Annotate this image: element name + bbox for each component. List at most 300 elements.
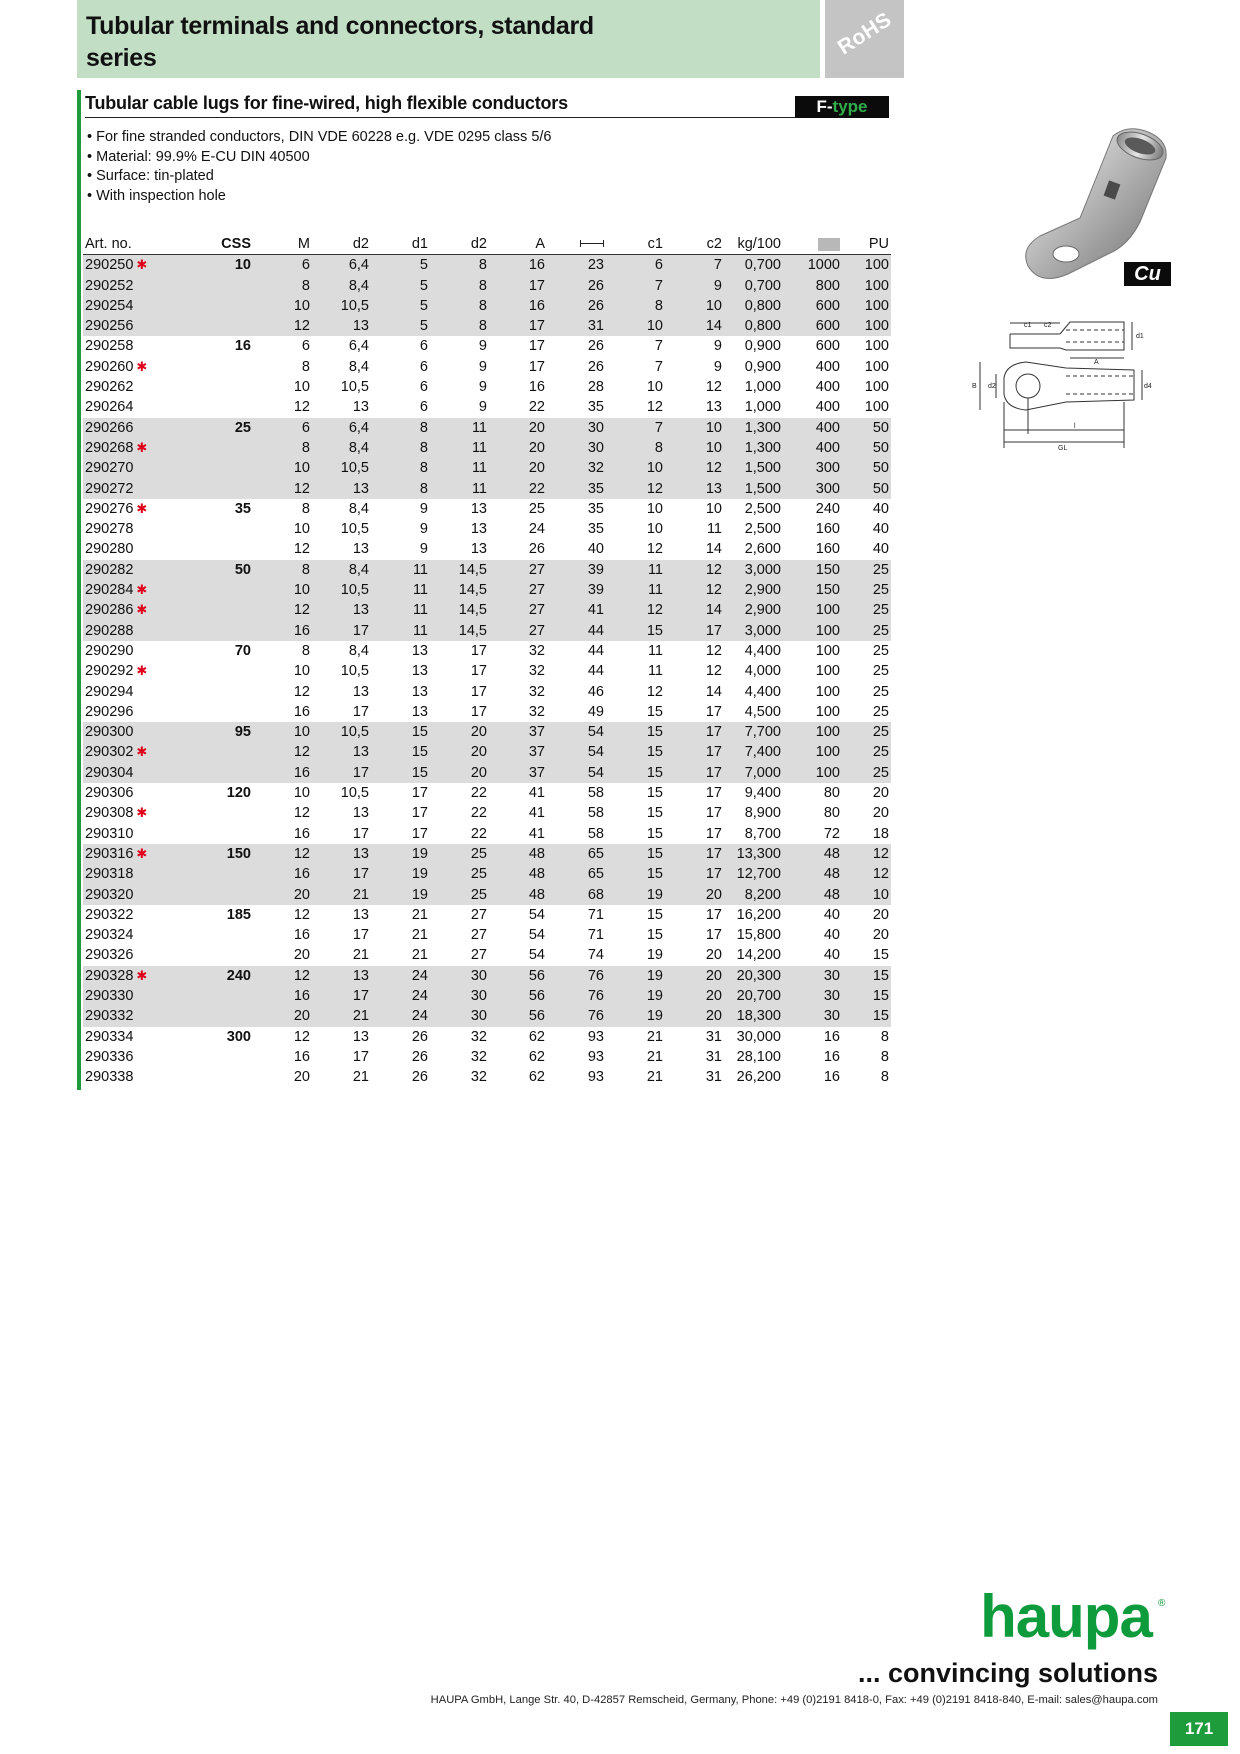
cell-d2-hole: 6,4 (348, 338, 369, 355)
red-star-icon: ✱ (136, 439, 148, 455)
cell-pu: 12 (842, 844, 891, 864)
cell-weight: 2,900 (724, 580, 783, 600)
cell-a: 17 (489, 276, 547, 296)
cell-d2-hole: 13 (312, 316, 371, 336)
cell-pu: 15 (872, 947, 889, 964)
cell-c1: 15 (606, 722, 665, 742)
cell-d2: 22 (470, 785, 487, 802)
cell-c2: 20 (705, 947, 722, 964)
red-star-icon: ✱ (136, 582, 148, 598)
cell-d2-hole: 13 (352, 805, 369, 822)
cell-d2: 14,5 (430, 560, 489, 580)
cell-c2: 31 (705, 1028, 722, 1045)
cell-c1: 8 (606, 438, 665, 458)
cell-c1: 11 (647, 642, 663, 659)
cell-m: 16 (253, 986, 312, 1006)
cell-c2: 17 (665, 722, 724, 742)
cell-pu: 12 (842, 864, 891, 884)
cell-length: 35 (587, 521, 604, 538)
cell-d1: 13 (411, 642, 428, 659)
company-address: HAUPA GmbH, Lange Str. 40, D-42857 Remscheid, Germany, Phone: +49 (0)2191 8418-0, Fax: +49 (0)2191 8418-840, E-mail: sales@haupa.com (430, 1694, 1158, 1706)
cell-m: 12 (253, 966, 312, 986)
cell-a: 56 (489, 1006, 547, 1026)
feature-item: • With inspection hole (87, 187, 552, 207)
cell-d2-hole: 21 (352, 1069, 369, 1086)
cell-d2: 11 (430, 458, 489, 478)
cell-art-no (83, 499, 193, 519)
table-row (83, 1047, 891, 1067)
cell-c2: 10 (665, 418, 724, 438)
cell-pu: 50 (842, 458, 891, 478)
cell-a: 32 (528, 642, 545, 659)
cell-d1: 19 (371, 864, 430, 884)
cell-css (193, 742, 253, 762)
table-row (83, 479, 891, 499)
cell-d2: 8 (430, 296, 489, 316)
haupa-logo: haupa (980, 1583, 1152, 1650)
cell-d2: 9 (478, 399, 487, 416)
cell-length: 32 (547, 458, 606, 478)
red-star-icon: ✱ (136, 602, 148, 618)
cell-c1: 19 (606, 1006, 665, 1026)
cell-d2-hole: 17 (352, 927, 369, 944)
cell-weight: 2,900 (724, 600, 783, 620)
cell-c2: 17 (705, 927, 722, 944)
cell-weight: 9,400 (744, 785, 781, 802)
cell-weight: 26,200 (736, 1069, 781, 1086)
art-no-value: 290260 (85, 358, 134, 375)
cell-c2: 14 (665, 600, 724, 620)
red-star-icon: ✱ (136, 967, 148, 983)
art-no-value: 290250 (85, 257, 134, 274)
cell-pu: 25 (842, 621, 891, 641)
cell-d2: 8 (430, 276, 489, 296)
cell-d2-hole: 17 (352, 703, 369, 720)
cell-m: 10 (253, 580, 312, 600)
dim-label-d4: d4 (1144, 383, 1152, 390)
cell-package: 600 (815, 338, 840, 355)
cell-art-no (83, 377, 193, 397)
cell-c1: 15 (606, 844, 665, 864)
cell-d2-hole: 17 (312, 864, 371, 884)
subtitle-divider (85, 117, 889, 118)
cell-d2-hole: 8,4 (348, 358, 369, 375)
cell-css: 50 (193, 560, 253, 580)
cell-d2: 13 (470, 500, 487, 517)
cell-art-no (83, 539, 193, 559)
cell-pu: 15 (842, 986, 891, 1006)
cell-a: 22 (528, 399, 545, 416)
cell-a: 32 (528, 663, 545, 680)
feature-item: • Material: 99.9% E-CU DIN 40500 (87, 148, 552, 168)
cell-length: 93 (587, 1048, 604, 1065)
cell-a: 27 (489, 580, 547, 600)
art-no-value: 290294 (85, 683, 134, 700)
cell-art-no (83, 1027, 193, 1047)
cell-art-no (83, 438, 193, 458)
cell-d2: 14,5 (430, 600, 489, 620)
table-row (83, 499, 891, 519)
cell-package: 1000 (783, 255, 842, 276)
cell-length: 65 (547, 864, 606, 884)
cell-art-no (83, 803, 193, 823)
cell-c1: 10 (646, 500, 663, 517)
cell-css (193, 885, 253, 905)
cell-c1: 8 (606, 296, 665, 316)
cell-c1: 15 (606, 864, 665, 884)
cell-css (193, 824, 253, 844)
cell-c2: 17 (705, 825, 722, 842)
cell-length: 35 (587, 399, 604, 416)
page-number: 171 (1170, 1712, 1228, 1746)
cell-pu: 15 (842, 966, 891, 986)
cell-css (193, 621, 253, 641)
cell-m: 8 (301, 642, 310, 659)
cell-c2: 17 (665, 864, 724, 884)
company-slogan: ... convincing solutions (857, 1658, 1158, 1688)
cell-c2: 17 (665, 621, 724, 641)
cell-css (193, 357, 253, 377)
cell-weight: 30,000 (736, 1028, 781, 1045)
cell-art-no (83, 763, 193, 783)
cell-weight: 4,400 (744, 642, 781, 659)
cell-d2-hole: 17 (352, 1048, 369, 1065)
art-no-value: 290286 (85, 602, 134, 619)
cell-css (193, 296, 253, 316)
cell-weight: 2,500 (744, 500, 781, 517)
material-badge: Cu (1124, 262, 1171, 286)
cell-d2-hole: 21 (312, 885, 371, 905)
cell-d1: 9 (419, 521, 428, 538)
cell-art-no (83, 905, 193, 925)
cell-d2: 9 (478, 338, 487, 355)
table-row (83, 763, 891, 783)
cell-art-no (83, 844, 193, 864)
cell-c1: 15 (646, 785, 663, 802)
cell-c2: 13 (705, 399, 722, 416)
cell-a: 26 (528, 541, 545, 558)
table-row (83, 357, 891, 377)
cell-a: 56 (489, 986, 547, 1006)
ftype-badge (795, 96, 889, 118)
cell-a: 17 (528, 358, 545, 375)
cell-package: 40 (823, 947, 840, 964)
cell-art-no (83, 722, 193, 742)
cell-m: 12 (253, 316, 312, 336)
cell-pu: 100 (864, 399, 889, 416)
rohs-label: RoHS (833, 7, 896, 60)
cell-pu: 25 (842, 580, 891, 600)
cell-m: 8 (253, 438, 312, 458)
cell-css (193, 438, 253, 458)
cell-length: 26 (587, 338, 604, 355)
table-row (83, 418, 891, 438)
red-star-icon: ✱ (136, 663, 148, 679)
cell-d2: 9 (478, 358, 487, 375)
cell-c2: 12 (705, 379, 722, 396)
cell-c2: 12 (665, 458, 724, 478)
cell-css (193, 702, 253, 722)
cell-d1: 24 (371, 986, 430, 1006)
cell-css (193, 986, 253, 1006)
cell-m: 10 (253, 458, 312, 478)
cell-d2: 13 (470, 541, 487, 558)
cell-c2: 12 (705, 642, 722, 659)
cell-d1: 6 (419, 399, 428, 416)
table-row (83, 316, 891, 336)
cell-m: 12 (293, 683, 310, 700)
cell-a: 22 (489, 479, 547, 499)
cell-package: 100 (783, 763, 842, 783)
table-row (83, 844, 891, 864)
cell-m: 12 (293, 541, 310, 558)
cell-package: 40 (823, 927, 840, 944)
cell-art-no (83, 1006, 193, 1026)
cell-d2: 30 (430, 1006, 489, 1026)
dim-label-d2: d2 (988, 383, 996, 390)
cell-m: 8 (253, 276, 312, 296)
cell-d2-hole: 10,5 (312, 296, 371, 316)
cell-d2: 13 (470, 521, 487, 538)
cell-art-no (83, 966, 193, 986)
cell-a: 16 (489, 296, 547, 316)
cell-pu: 20 (872, 927, 889, 944)
art-no-value: 290292 (85, 663, 134, 680)
cell-a: 54 (528, 947, 545, 964)
cell-d1: 11 (371, 600, 430, 620)
table-body (83, 255, 891, 1088)
cell-m: 20 (293, 947, 310, 964)
feature-list (87, 128, 552, 206)
red-star-icon: ✱ (136, 744, 148, 760)
cell-package: 100 (815, 642, 840, 659)
cell-a: 62 (528, 1048, 545, 1065)
cell-d2-hole: 10,5 (312, 580, 371, 600)
cell-art-no (83, 336, 193, 356)
cell-d1: 17 (411, 825, 428, 842)
cell-a: 32 (528, 683, 545, 700)
cell-d2-hole: 13 (312, 479, 371, 499)
cell-length: 54 (547, 763, 606, 783)
cell-length: 23 (547, 255, 606, 276)
cell-c1: 11 (606, 560, 665, 580)
cell-d2-hole: 21 (312, 1006, 371, 1026)
cell-m: 16 (293, 703, 310, 720)
cell-weight: 8,900 (744, 805, 781, 822)
cell-css (193, 479, 253, 499)
cell-weight: 18,300 (724, 1006, 783, 1026)
table-row (83, 438, 891, 458)
cell-m: 10 (253, 296, 312, 316)
col-header-c1: c1 (606, 234, 665, 255)
cell-css (193, 276, 253, 296)
cell-m: 12 (293, 805, 310, 822)
table-row (83, 255, 891, 276)
cell-pu: 25 (842, 742, 891, 762)
art-no-value: 290266 (85, 419, 134, 436)
red-star-icon: ✱ (136, 500, 148, 516)
cell-a: 37 (489, 722, 547, 742)
cell-m: 20 (253, 1006, 312, 1026)
art-no-value: 290288 (85, 622, 134, 639)
cell-d1: 11 (371, 560, 430, 580)
table-row (83, 702, 891, 722)
art-no-value: 290330 (85, 987, 134, 1004)
cell-length: 26 (547, 296, 606, 316)
cell-weight: 0,900 (744, 358, 781, 375)
cell-m: 12 (253, 600, 312, 620)
cell-package: 100 (815, 683, 840, 700)
cell-c2: 14 (665, 316, 724, 336)
art-no-value: 290278 (85, 521, 134, 538)
table-row (83, 925, 891, 945)
cell-m: 12 (293, 399, 310, 416)
cell-length: 26 (587, 358, 604, 375)
cell-pu: 100 (842, 316, 891, 336)
cell-art-no (83, 600, 193, 620)
red-star-icon: ✱ (136, 845, 148, 861)
cell-art-no (83, 925, 193, 945)
dim-label-d1: d1 (1136, 333, 1144, 340)
cell-d1: 21 (411, 906, 428, 923)
table-row (83, 1067, 891, 1087)
cell-d2-hole: 13 (352, 399, 369, 416)
table-row (83, 682, 891, 702)
cell-art-no (83, 1047, 193, 1067)
table-row (83, 824, 891, 844)
cell-length: 58 (587, 785, 604, 802)
cell-css: 95 (193, 722, 253, 742)
cell-d1: 15 (371, 763, 430, 783)
art-no-value: 290262 (85, 379, 134, 396)
table-row (83, 783, 891, 803)
cell-a: 17 (489, 316, 547, 336)
cell-d2: 22 (470, 805, 487, 822)
cell-length: 31 (547, 316, 606, 336)
cell-package: 100 (783, 722, 842, 742)
cell-art-no (83, 418, 193, 438)
table-header-row (83, 234, 891, 255)
col-header-weight: kg/100 (724, 234, 783, 255)
cell-length: 58 (587, 825, 604, 842)
cell-weight: 4,400 (744, 683, 781, 700)
table-row (83, 1006, 891, 1026)
cell-weight: 0,900 (744, 338, 781, 355)
cell-d1: 5 (371, 255, 430, 276)
cell-length: 76 (547, 1006, 606, 1026)
cell-art-no (83, 824, 193, 844)
cell-pu: 20 (872, 805, 889, 822)
cell-a: 16 (489, 255, 547, 276)
cell-weight: 20,300 (724, 966, 783, 986)
cell-css: 300 (226, 1028, 251, 1045)
cell-d2: 17 (470, 642, 487, 659)
cell-css (193, 925, 253, 945)
art-no-value: 290256 (85, 318, 134, 335)
cell-d2: 17 (470, 663, 487, 680)
cell-m: 10 (293, 663, 310, 680)
cell-c1: 19 (606, 885, 665, 905)
art-no-value: 290258 (85, 338, 134, 355)
cell-weight: 15,800 (736, 927, 781, 944)
cell-d2: 20 (430, 742, 489, 762)
table-row (83, 560, 891, 580)
cell-a: 62 (528, 1069, 545, 1086)
cell-c1: 10 (606, 458, 665, 478)
cell-m: 8 (301, 500, 310, 517)
cell-c2: 17 (705, 906, 722, 923)
cell-weight: 20,700 (724, 986, 783, 1006)
cell-d2: 11 (430, 438, 489, 458)
cell-d1: 21 (411, 927, 428, 944)
cell-css (193, 763, 253, 783)
cell-c1: 15 (646, 906, 663, 923)
cell-c1: 12 (646, 683, 663, 700)
cell-c2: 14 (705, 683, 722, 700)
cell-pu: 100 (842, 276, 891, 296)
cell-css (193, 1067, 253, 1087)
cell-a: 48 (489, 844, 547, 864)
cell-a: 27 (489, 600, 547, 620)
cell-c1: 11 (647, 663, 663, 680)
cell-a: 20 (489, 438, 547, 458)
cell-d2: 14,5 (430, 580, 489, 600)
table-row (83, 905, 891, 925)
cell-m: 16 (293, 1048, 310, 1065)
cell-package: 400 (815, 379, 840, 396)
cell-css (193, 1047, 253, 1067)
cell-package: 300 (783, 458, 842, 478)
cell-d2: 27 (470, 927, 487, 944)
cell-c1: 15 (646, 805, 663, 822)
table-row (83, 600, 891, 620)
cell-d2: 17 (470, 703, 487, 720)
cell-pu: 8 (880, 1048, 889, 1065)
art-no-value: 290318 (85, 866, 134, 883)
cell-a: 20 (489, 458, 547, 478)
cell-m: 8 (253, 560, 312, 580)
cell-css (193, 316, 253, 336)
cell-c2: 9 (713, 358, 722, 375)
cell-length: 44 (587, 642, 604, 659)
cell-m: 10 (253, 722, 312, 742)
cell-d2: 8 (430, 255, 489, 276)
table-row (83, 945, 891, 965)
cell-m: 12 (253, 479, 312, 499)
cell-pu: 100 (842, 255, 891, 276)
col-header-css: CSS (193, 234, 253, 255)
cell-package: 100 (783, 621, 842, 641)
cell-a: 32 (528, 703, 545, 720)
cell-css (193, 682, 253, 702)
cell-d2: 8 (430, 316, 489, 336)
cell-pu: 15 (842, 1006, 891, 1026)
cell-c2: 17 (705, 785, 722, 802)
cell-a: 48 (489, 885, 547, 905)
cell-c2: 20 (665, 885, 724, 905)
cell-pu: 8 (880, 1069, 889, 1086)
cell-art-no (83, 864, 193, 884)
cell-c1: 12 (606, 600, 665, 620)
cell-weight: 1,500 (724, 458, 783, 478)
cell-d1: 8 (371, 458, 430, 478)
cell-c2: 12 (665, 580, 724, 600)
cell-package: 48 (783, 864, 842, 884)
cell-art-no (83, 885, 193, 905)
cell-weight: 2,600 (744, 541, 781, 558)
cell-c1: 12 (646, 399, 663, 416)
cell-css: 35 (234, 500, 251, 517)
